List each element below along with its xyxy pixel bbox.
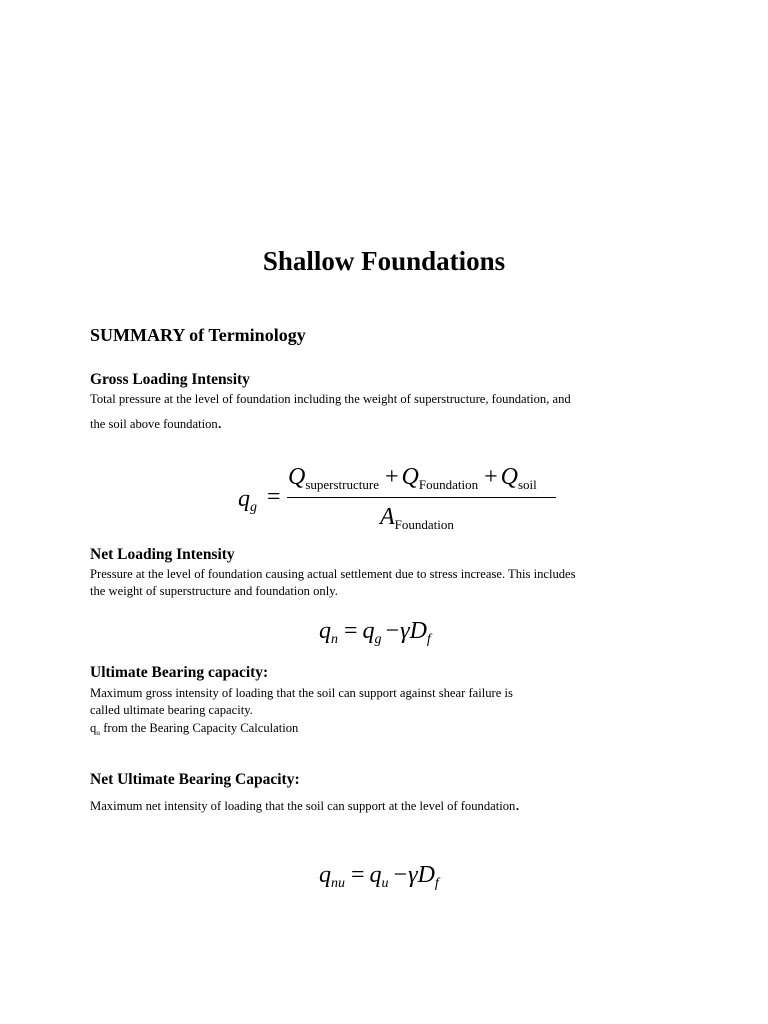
gross-loading-period: . [217,413,222,432]
eq-net-D: D [409,618,427,644]
eq-gross-sub-soil: soil [518,477,537,492]
eq-nu-qu: q [369,862,382,888]
eq-net-q-sub: n [331,632,338,647]
eq-nu-qu-sub: u [381,876,389,891]
eq-gross-A: A [380,504,395,530]
eq-nu-D-sub: f [434,876,439,891]
eq-net-q: q [319,618,331,644]
equation-net [319,616,431,650]
summary-heading: SUMMARY of Terminology [90,325,306,345]
net-loading-description-line1: Pressure at the level of foundation causing actual settlement due to stress increase. This includes [90,567,576,581]
eq-gross-sub-superstructure: superstructure [305,477,379,492]
eq-gross-Q3: Q [500,464,518,490]
net-loading-description-line2: the weight of superstructure and foundation only. [90,584,338,598]
net-ultimate-period: . [515,795,520,814]
eq-nu-minus: − [393,862,408,888]
net-ultimate-text: Maximum net intensity of loading that the soil can support at the level of foundation [90,799,516,813]
equation-gross-denominator [380,502,454,535]
eq-gross-Q2: Q [401,464,419,490]
eq-gross-q: q [238,486,250,512]
gross-loading-description-line1: Total pressure at the level of foundation including the weight of superstructure, foundation, and [90,392,571,406]
eq-net-qg: q [362,618,375,644]
ultimate-bearing-description-line1: Maximum gross intensity of loading that the soil can support against shear failure is [90,686,513,700]
section-heading-ultimate-bearing: Ultimate Bearing capacity: [90,664,269,681]
qu-symbol: q [90,721,97,735]
equation-gross-equals: = [267,484,281,510]
qu-subscript: u [96,728,101,737]
section-heading-gross-loading: Gross Loading Intensity [90,371,250,388]
equation-net-ultimate [319,860,439,894]
gross-loading-description-line2 [90,413,690,434]
eq-nu-D: D [417,862,435,888]
equation-gross-numerator [288,462,537,495]
ultimate-bearing-description-line3 [90,720,690,739]
eq-nu-q-sub: nu [331,876,345,891]
eq-net-gamma: γ [400,618,410,644]
eq-net-equals: = [344,618,358,644]
eq-gross-sub-den-foundation: Foundation [394,517,454,532]
eq-gross-plus2: + [484,464,498,490]
net-ultimate-bearing-description [90,795,690,816]
eq-gross-sub-foundation: Foundation [418,477,479,492]
equation-gross-fraction-bar [287,497,556,498]
section-heading-net-loading: Net Loading Intensity [90,546,235,563]
qu-rest-text: from the Bearing Capacity Calculation [100,721,299,735]
page-title: Shallow Foundations [262,246,506,276]
eq-nu-gamma: γ [408,862,418,888]
gross-loading-text-line2: the soil above foundation [90,417,218,431]
equation-gross-lhs [238,484,257,518]
eq-gross-q-sub: g [250,500,257,515]
eq-net-qg-sub: g [374,632,382,647]
eq-gross-Q1: Q [288,464,306,490]
section-heading-net-ultimate-bearing: Net Ultimate Bearing Capacity: [90,771,300,788]
ultimate-bearing-description-line2: called ultimate bearing capacity. [90,703,253,717]
eq-net-minus: − [385,618,400,644]
eq-nu-q: q [319,862,331,888]
eq-net-D-sub: f [426,632,431,647]
eq-gross-plus1: + [384,464,399,490]
eq-nu-equals: = [351,862,365,888]
